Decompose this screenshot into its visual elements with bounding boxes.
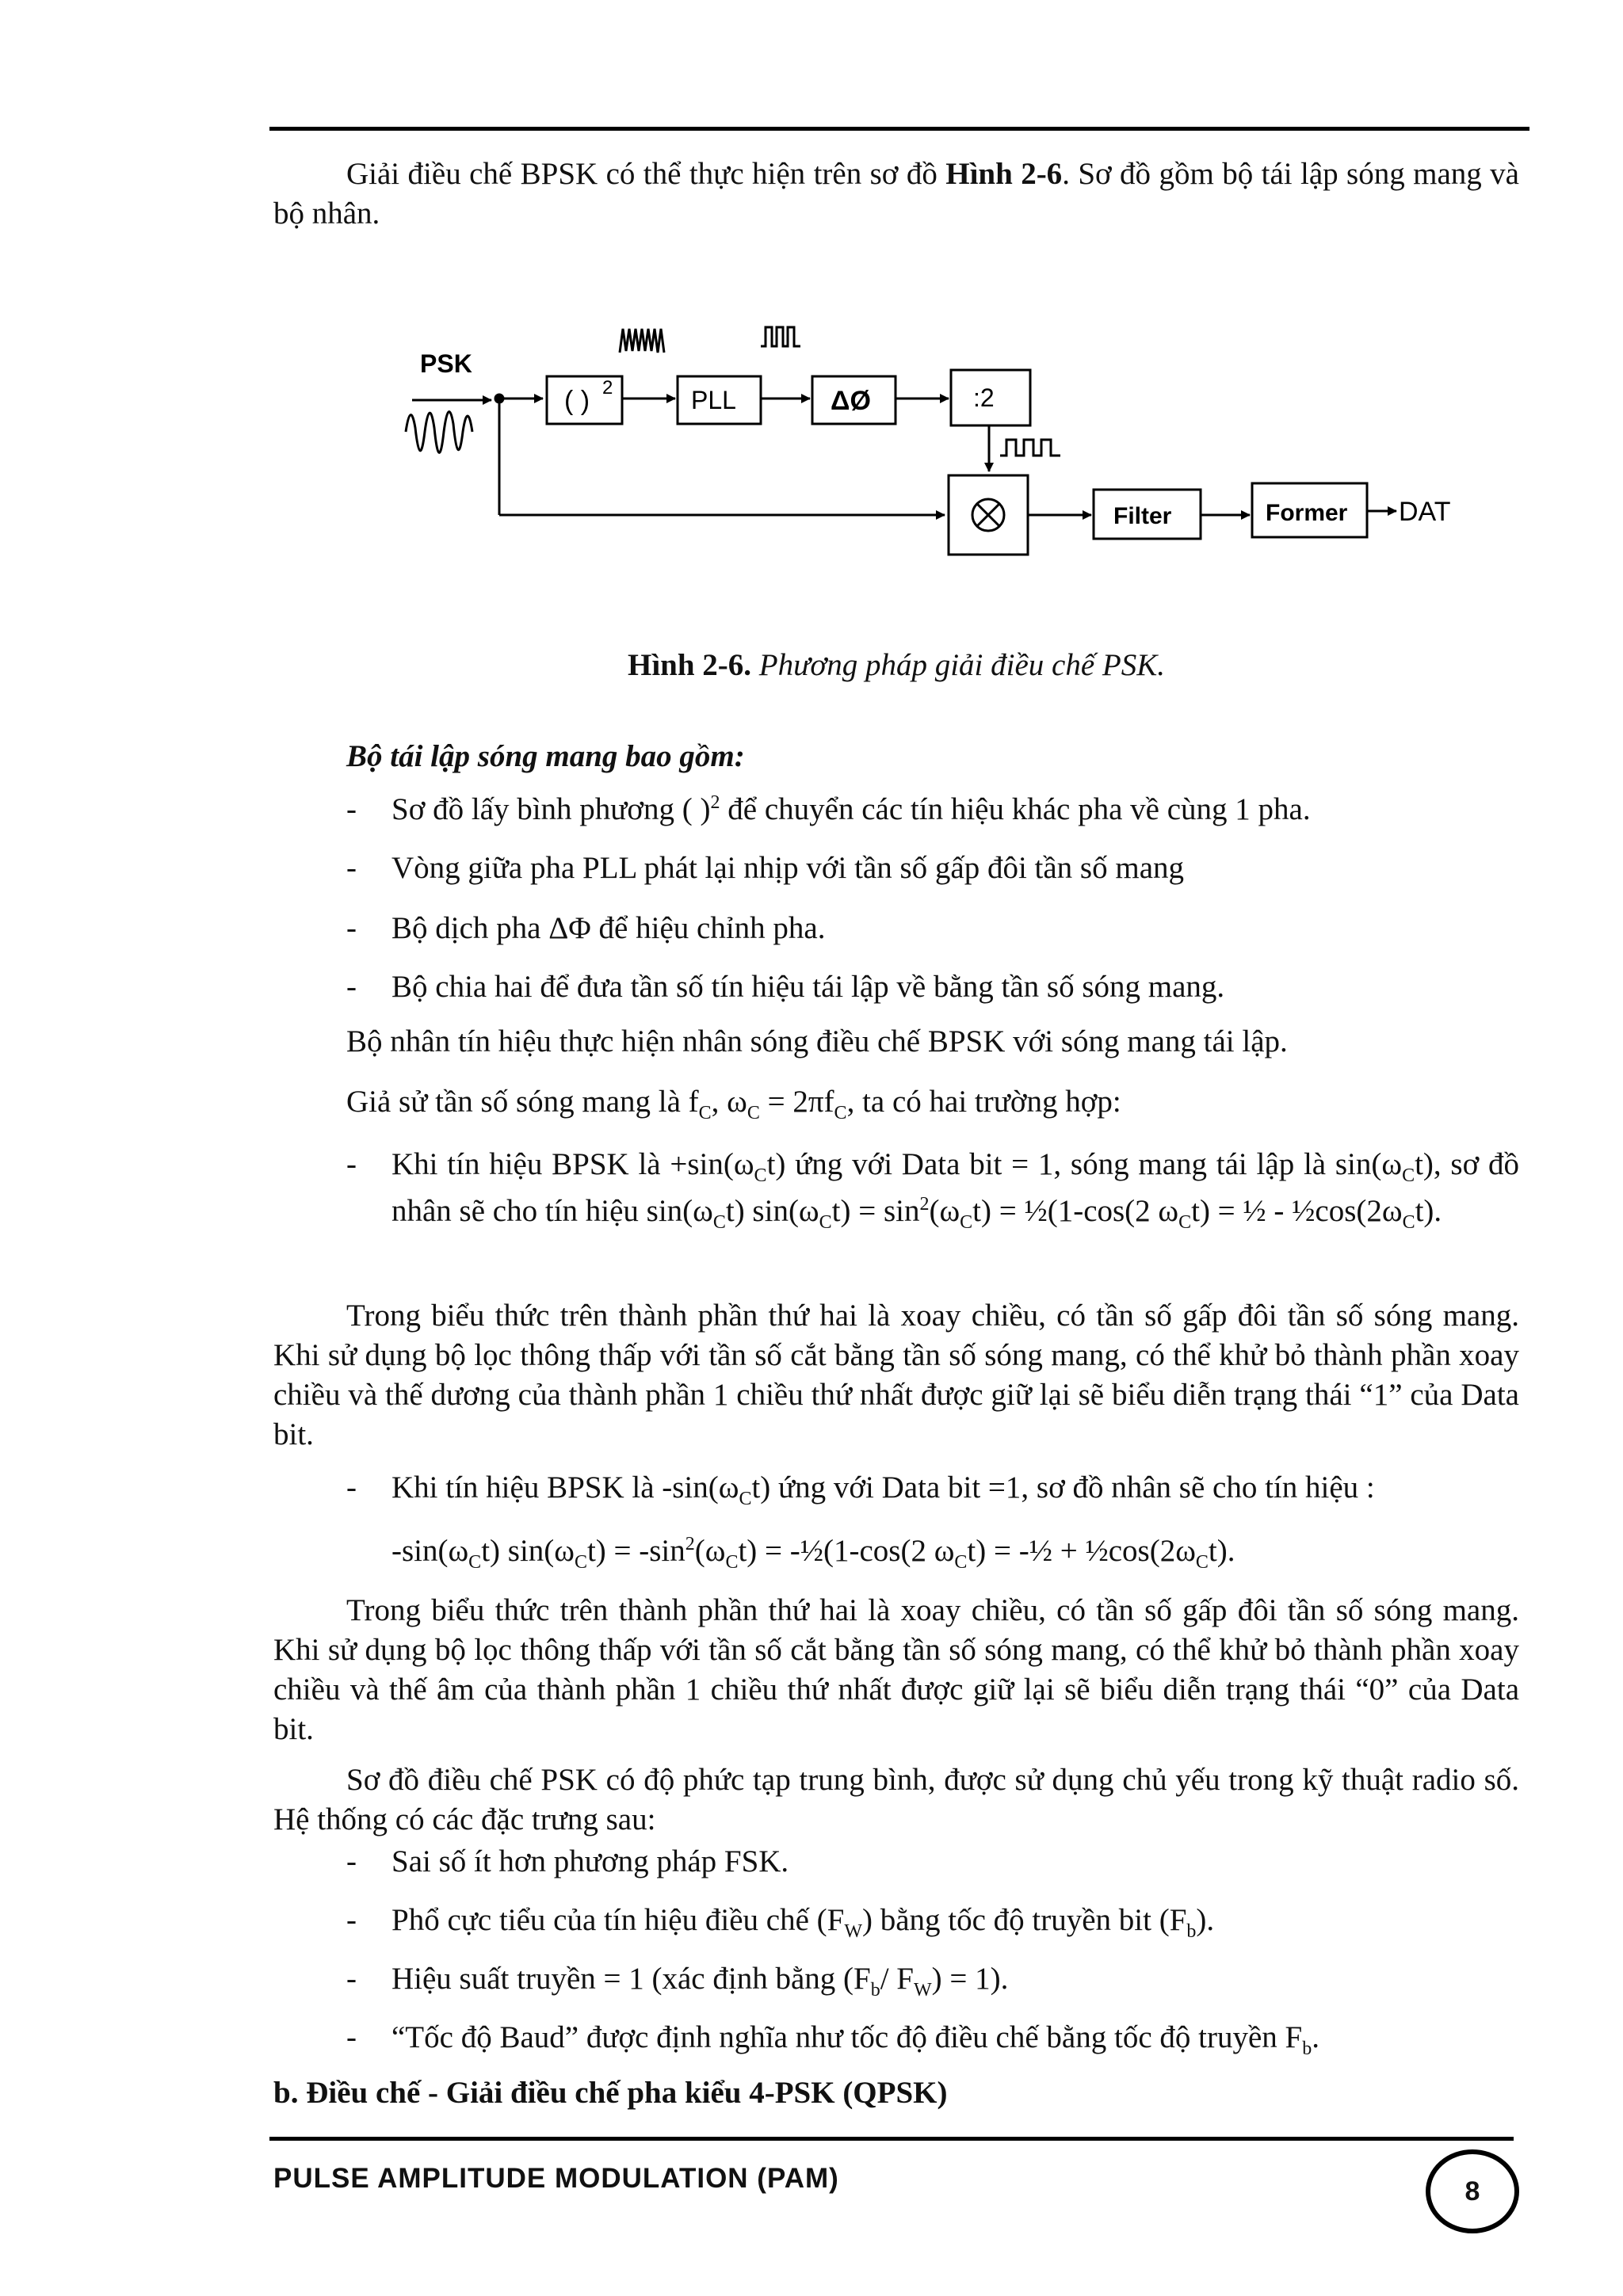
case1-explain-paragraph: Trong biểu thức trên thành phần thứ hai là xoay chiều, có tần số gấp đôi tần số sóng mang. Khi sử dụng bộ lọc thông thấp với tần số cắt bằng tần số sóng mang, có thể khử bỏ thành phần xoay chiều và thế dương của thành phần 1 chiều thứ nhất được giữ lại sẽ biểu diễn trạng thái “1” của Data bit. (273, 1299, 1519, 1451)
divided-pulse-icon (1000, 440, 1060, 456)
page-number: 8 (1465, 2176, 1480, 2206)
svg-text:2: 2 (602, 377, 613, 399)
square-pulse-icon (761, 327, 800, 346)
case2-item: - Khi tín hiệu BPSK là $-\sin(\omega_Ct)$ ứng với Data bit =1, sơ đồ nhân sẽ cho tín hiệu : (346, 1470, 1375, 1509)
list-item: - Sai số ít hơn phương pháp FSK. (346, 1844, 789, 1878)
demodulation-diagram (396, 313, 1474, 582)
diagram-output-label: DAT (1399, 497, 1451, 527)
page-number-badge (1423, 2147, 1522, 2236)
list-item: - Sơ đồ lấy bình phương ( )$^2$ để chuyển các tín hiệu khác pha về cùng 1 pha. (346, 792, 1311, 826)
intro-paragraph: Giải điều chế BPSK có thể thực hiện trên sơ đồ Hình 2-6. Sơ đồ gồm bộ tái lập sóng mang và bộ nhân. (273, 157, 1519, 231)
bottom-rule (269, 2137, 1514, 2141)
list-item: - Hiệu suất truyền = 1 (xác định bằng ($F_b/$ $F_W) = 1$). (346, 1962, 1009, 2000)
list-item: - Bộ dịch pha ΔΦ để hiệu chỉnh pha. (346, 911, 826, 945)
diagram-input-label: PSK (420, 349, 472, 378)
multiplier-paragraph: Bộ nhân tín hiệu thực hiện nhân sóng điều chế BPSK với sóng mang tái lập. (346, 1024, 1288, 1058)
list-item: - Vòng giữa pha PLL phát lại nhịp với tần số gấp đôi tần số mang (346, 851, 1185, 885)
psk-paragraph: Sơ đồ điều chế PSK có độ phức tạp trung bình, được sử dụng chủ yếu trong kỹ thuật radio số. Hệ thống có các đặc trưng sau: (273, 1763, 1519, 1836)
assume-paragraph: Giả sử tần số sóng mang là $f_C$, $\omega_C = 2\pi f_C$, ta có hai trường hợp: (346, 1085, 1121, 1123)
case1-item: - Khi tín hiệu BPSK là $+\sin(\omega_Ct)$ ứng với Data bit = 1, sóng mang tái lập là $\sin(\omega_Ct)$, sơ đồ nhân sẽ cho tín hiệu $\sin(\omega_Ct) \sin(\omega_Ct) = \sin^2(\omega_Ct)$ = ½(1-cos(2 $\omega_Ct$) = ½ - $\frac{1}{2}\cos(2\omega_Ct)$. (346, 1147, 1519, 1233)
list-item: - “Tốc độ Baud” được định nghĩa như tốc độ điều chế bằng tốc độ truyền $F_b$. (346, 2020, 1319, 2059)
svg-text:Former: Former (1266, 500, 1348, 526)
section-heading: b. Điều chế - Giải điều chế pha kiểu 4-PSK (QPSK) (273, 2076, 948, 2110)
svg-text:ΔØ: ΔØ (831, 386, 871, 416)
svg-text:( ): ( ) (564, 386, 590, 416)
case2-explain-paragraph: Trong biểu thức trên thành phần thứ hai là xoay chiều, có tần số gấp đôi tần số sóng mang. Khi sử dụng bộ lọc thông thấp với tần số cắt bằng tần số sóng mang, có thể khử bỏ thành phần xoay chiều và thế âm của thành phần 1 chiều thứ nhất được giữ lại sẽ biểu diễn trạng thái “0” của Data bit. (273, 1593, 1519, 1746)
case2-equation: $-\sin(\omega_Ct) \sin(\omega_Ct) = -\sin^2(\omega_Ct)$ = -½(1-cos(2 $\omega_Ct$) = -½ + $\frac{1}{2}\cos(2\omega_Ct)$. (391, 1534, 1235, 1573)
svg-text:PLL: PLL (691, 386, 736, 414)
footer-title: PULSE AMPLITUDE MODULATION (PAM) (273, 2163, 839, 2194)
top-rule (269, 127, 1529, 131)
sine-waveform-icon (620, 329, 664, 353)
svg-text:Filter: Filter (1113, 503, 1172, 529)
list-item: - Phổ cực tiểu của tín hiệu điều chế $(F_W)$ bằng tốc độ truyền bit $(F_b)$. (346, 1903, 1215, 1942)
figure-reference: Hình 2-6 (945, 157, 1063, 191)
figure-caption: Hình 2-6. Phương pháp giải điều chế PSK. (628, 648, 1165, 682)
svg-text::2: :2 (973, 383, 995, 412)
list-item: - Bộ chia hai để đưa tần số tín hiệu tái lập về bằng tần số sóng mang. (346, 970, 1225, 1004)
psk-input-waveform (406, 412, 472, 453)
carrier-heading: Bộ tái lập sóng mang bao gồm: (346, 739, 745, 773)
